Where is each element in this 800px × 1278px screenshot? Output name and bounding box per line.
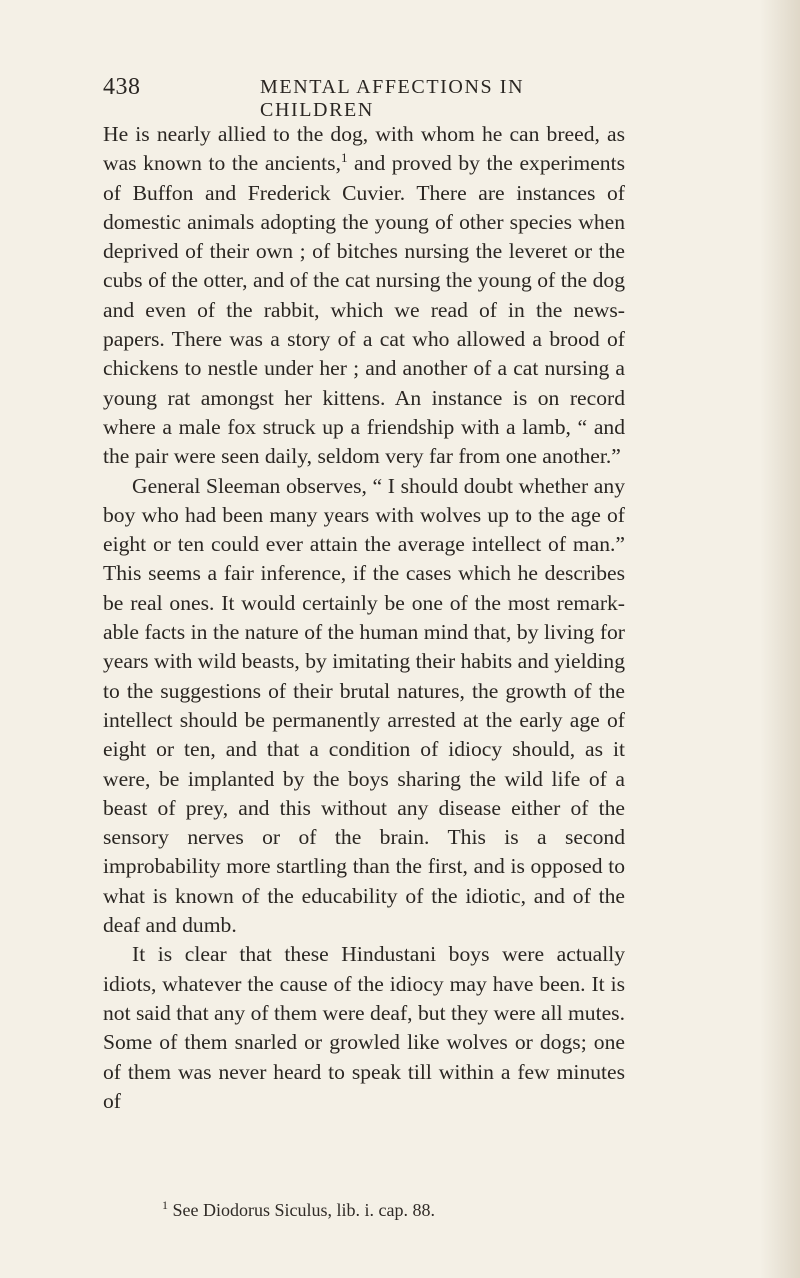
page-edge-shadow [760, 0, 800, 1278]
paragraph-3: It is clear that these Hindustani boys were actually idiots, whatever the cause of the idiocy may have been. It is not said that any of them were deaf, but they were all mutes. Some of them snarled or growled like wolves or dogs; one of them was never heard to speak till within a few minutes of [103, 942, 625, 1113]
paragraph-1 [103, 120, 625, 472]
footnote-reference: 1 [340, 150, 348, 166]
paragraph-1-text-b: and proved by the experiments of Buffon and Frederick Cuvier. There are instances of domestic animals adopting the young of other species when deprived of their own ; of bitches nursing the leveret or the cubs of the otter, and of the cat nursing the young of the dog and even of the rabbit, which we read of in the news- papers. There was a story of a cat who allowed a brood of chickens to nestle under her ; and another of a cat nursing a young rat amongst her kittens. An instance is on record where a male fox struck up a friendship with a lamb, “ and the pair were seen daily, seldom very far from one another.” [103, 151, 625, 469]
page-header [103, 74, 625, 121]
body-text [103, 120, 625, 1116]
paragraph-2: General Sleeman observes, “ I should doubt whether any boy who had been many years with wolves up to the age of eight or ten could ever attain the average intellect of man.” This seems a fair inference, if the cases which he describes be real ones. It would certainly be one of the most remark- able facts in the nature of the human mind that, by living for years with wild beasts, by imitating their habits and yielding to the suggestions of their brutal natures, the growth of the intellect should be permanently arrested at the early age of eight or ten, and that a condition of idiocy should, as it were, be implanted by the boys sharing the wild life of a beast of prey, and this without any disease either of the sensory nerves or of the brain. This is a second improbability more startling than the first, and is opposed to what is known of the educability of the idiotic, and of the deaf and dumb. [103, 473, 625, 938]
running-title: MENTAL AFFECTIONS IN CHILDREN [260, 76, 525, 121]
footnote-marker: 1 [162, 1198, 168, 1212]
footnote-text: See Diodorus Siculus, lib. i. cap. 88. [168, 1200, 435, 1220]
paragraph-1-text-a: He is nearly allied to the dog, with whom he can breed, as was known to the ancients, [103, 122, 625, 176]
page-number: 438 [103, 74, 141, 100]
footnote [162, 1199, 435, 1221]
